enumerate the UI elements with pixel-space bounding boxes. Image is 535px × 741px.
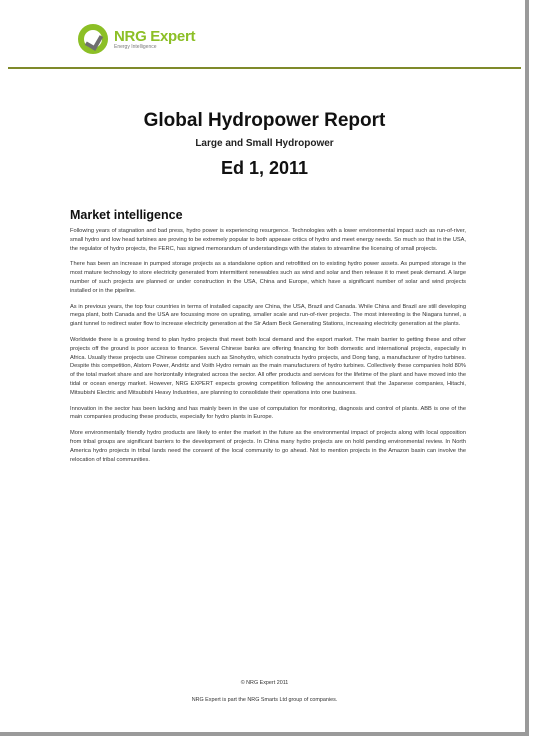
paragraph-3: As in previous years, the top four countries in terms of installed capacity are China, the USA, Brazil and Canada. While China and Brazil are still developing mega plant, both Canada and the USA are focussing more on uprating, smaller scale and run-of-river projects. The most interesting is the Niagara tunnel, a giant tunnel to redirect water flow to increase electricity generation at the Sir Adam Beck Generating Stations, increasing electricity generation at the plants. [70,303,466,328]
logo-mark-icon [78,24,108,54]
paragraph-4: Worldwide there is a growing trend to plan hydro projects that meet both local demand and the export market. The main barrier to getting these and other projects off the ground is poor access to finance. Several Chinese banks are offering financing for both domestic and international projects, especially in Africa. Usually these projects use Chinese companies such as Sinohydro, which constructs hydro projects, and Dong fang, a manufacturer of hydro turbines. Despite this competition, Alstom Power, Andritz and Voith Hydro remain as the main manufacturers of hydro turbines. Collectively these companies hold 80% of the total market share and are horizontally integrated across the sector. All offer products and services for the lifetime of the plant and have moved into the tidal or ocean energy market. However, NRG EXPERT expects growing competition following the announcement that the Japanese companies, Hitachi, Mitsubishi Electric and Mitsubishi Heavy Industries, are planning to consolidate their operations into one business. [70,336,466,396]
footer-copyright: © NRG Expert 2011 [240,680,289,686]
document-subtitle: Large and Small Hydropower [195,138,334,149]
paragraph-1: Following years of stagnation and bad press, hydro power is experiencing resurgence. Technologies with a lower environmental impact such as run-of-river, small hydro and low head turbines are proving to be extremely popular to both appease critics of hydro and meet energy needs. So much so that in the USA, the regulator of hydro projects, the FERC, has signed memorandum of understandings with the states to streamline the licensing of small projects. [70,228,466,252]
paragraph-2: There has been an increase in pumped storage projects as a standalone option and retrofitted on to existing hydro power assets. As pumped storage is the most mature technology to store electricity generated from intermittent renewables such as wind and solar and then release it to meet peak demand. A large number of such projects are planned or under construction in the USA, China and Europe, which have a significant number of solar and wind projects installed or in the pipeline. [70,261,466,294]
paragraph-6: More environmentally friendly hydro products are likely to enter the market in the future as the environmental impact of projects along with local opposition from tribal groups are significant barriers to the development of projects. In China many hydro projects are on hold pending environmental review. In North America hydro projects in tribal lands need the consent of the local community to go ahead. Not to mention projects in the Amazon basin can involve the relocation of tribal communities. [70,430,466,463]
document-edition: Ed 1, 2011 [220,158,309,178]
document-title: Global Hydropower Report [143,110,386,131]
logo-tagline: Energy Intelligence [114,43,157,50]
header-divider [8,67,521,69]
paragraph-5: Innovation in the sector has been lacking and has mainly been in the use of computation for monitoring, diagnosis and control of plants. ABB is one of the main companies producing these products, especially for hydro plants in Europe. [70,405,466,421]
footer-note: NRG Expert is part the NRG Smarts Ltd group of companies. [191,697,338,703]
body-text [70,227,466,471]
company-logo [78,22,195,56]
logo-name: NRG Expert [114,27,196,45]
section-heading: Market intelligence [70,208,183,222]
